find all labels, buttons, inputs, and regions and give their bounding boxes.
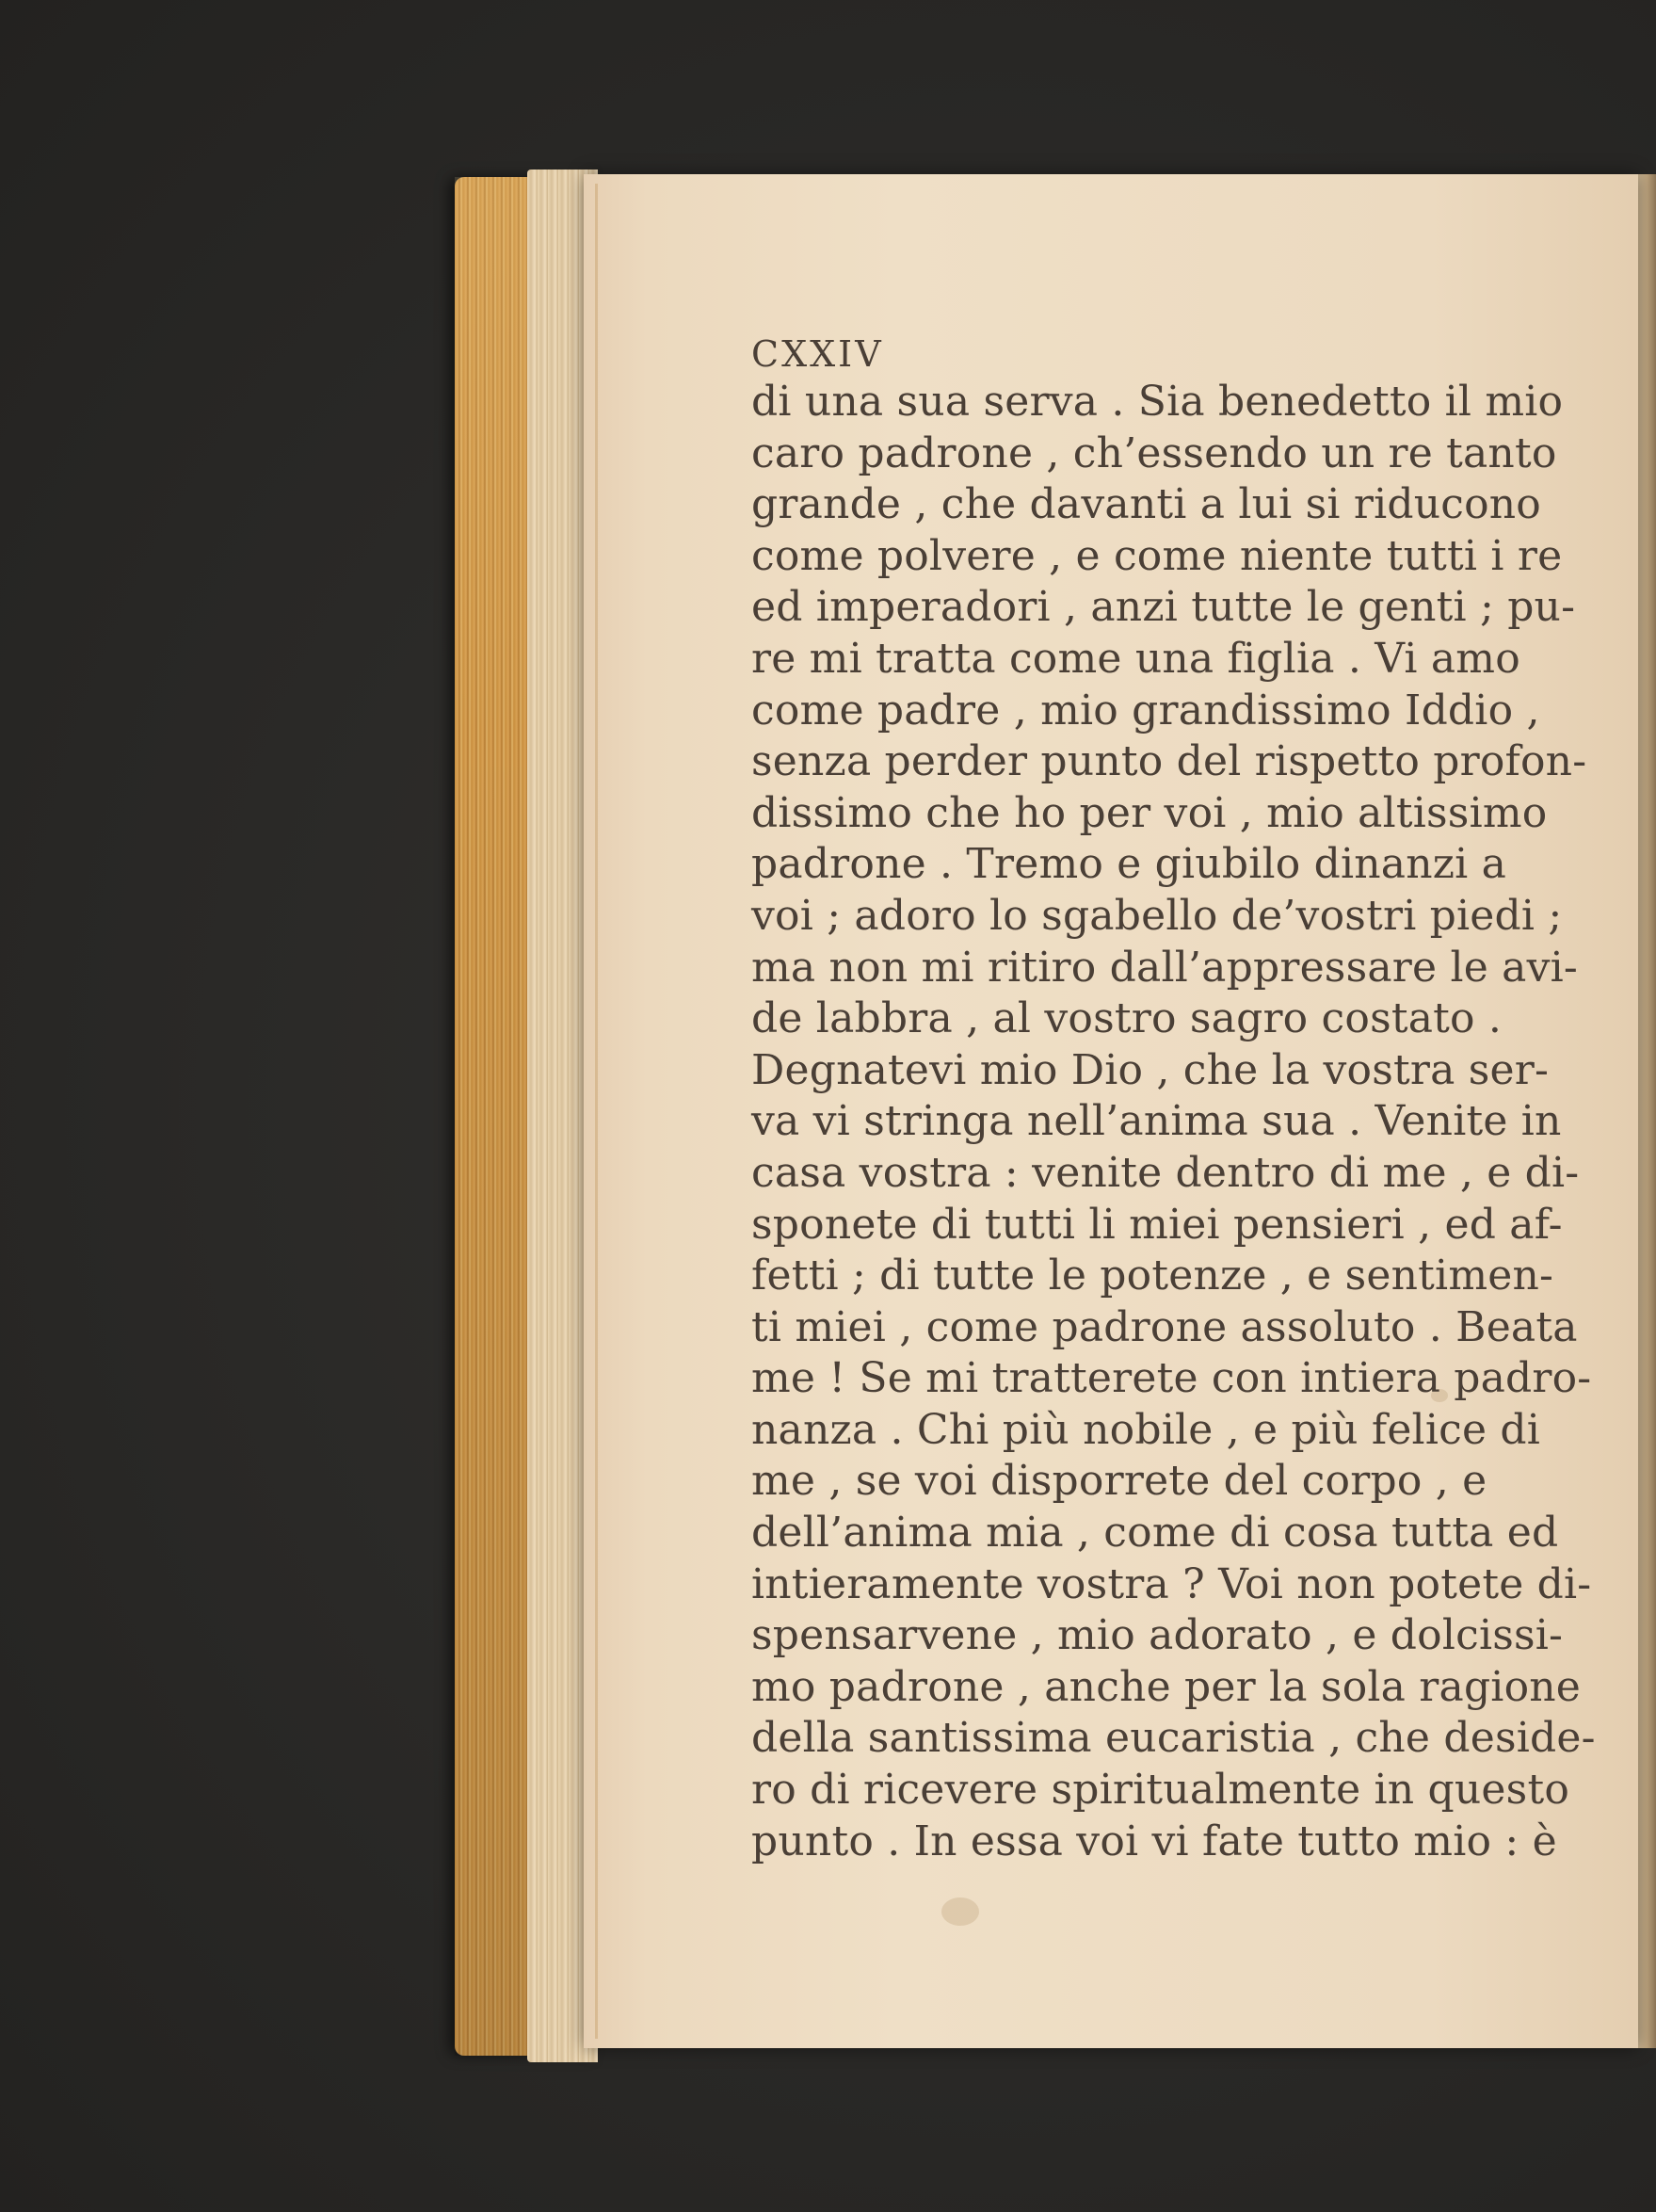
text-line: dissimo che ho per voi , mio altissimo: [751, 788, 1548, 837]
paper-stain: [941, 1897, 979, 1926]
text-line: dell’anima mia , come di cosa tutta ed: [751, 1509, 1559, 1558]
text-line: va vi stringa nell’anima sua . Venite in: [751, 1097, 1562, 1146]
text-line: fetti ; di tutte le potenze , e sentimen-: [751, 1251, 1554, 1300]
text-line: voi ; adoro lo sgabello de’vostri piedi ;: [751, 891, 1563, 940]
text-line: caro padrone , ch’essendo un re tanto: [751, 428, 1557, 477]
text-line: re mi tratta come una figlia . Vi amo: [751, 634, 1520, 683]
text-line: come polvere , e come niente tutti i re: [751, 531, 1563, 580]
text-line: me ! Se mi tratterete con intiera padro-: [751, 1354, 1592, 1403]
text-line: spensarvene , mio adorato , e dolcissi-: [751, 1611, 1564, 1660]
page-inner-border: [595, 184, 598, 2039]
text-line: mo padrone , anche per la sola ragione: [751, 1662, 1582, 1711]
text-line: nanza . Chi più nobile , e più felice di: [751, 1405, 1541, 1454]
text-line: intieramente vostra ? Voi non potete di-: [751, 1559, 1592, 1608]
text-line: ti miei , come padrone assoluto . Beata: [751, 1302, 1578, 1351]
text-line: ed imperadori , anzi tutte le genti ; pu-: [751, 583, 1576, 632]
text-line: della santissima eucaristia , che deside-: [751, 1714, 1596, 1763]
text-line: senza perder punto del rispetto profon-: [751, 737, 1587, 786]
text-line: punto . In essa voi vi fate tutto mio : è: [751, 1816, 1557, 1865]
text-line: ma non mi ritiro dall’appressare le avi-: [751, 943, 1578, 992]
text-lines: [751, 377, 1596, 1867]
text-line: Degnatevi mio Dio , che la vostra ser-: [751, 1045, 1550, 1094]
text-line: casa vostra : venite dentro di me , e di-: [751, 1148, 1580, 1197]
text-line: grande , che davanti a lui si riducono: [751, 480, 1542, 529]
page-number: CXXIV: [751, 333, 884, 375]
text-line: di una sua serva . Sia benedetto il mio: [751, 378, 1564, 426]
text-line: ro di ricevere spiritualmente in questo: [751, 1766, 1570, 1815]
text-line: padrone . Tremo e giubilo dinanzi a: [751, 840, 1507, 889]
text-line: sponete di tutti li miei pensieri , ed af-: [751, 1200, 1563, 1249]
text-line: come padre , mio grandissimo Iddio ,: [751, 686, 1540, 735]
text-line: de labbra , al vostro sagro costato .: [751, 994, 1503, 1043]
text-line: me , se voi disporrete del corpo , e: [751, 1457, 1487, 1506]
page-text: [751, 331, 1596, 1867]
